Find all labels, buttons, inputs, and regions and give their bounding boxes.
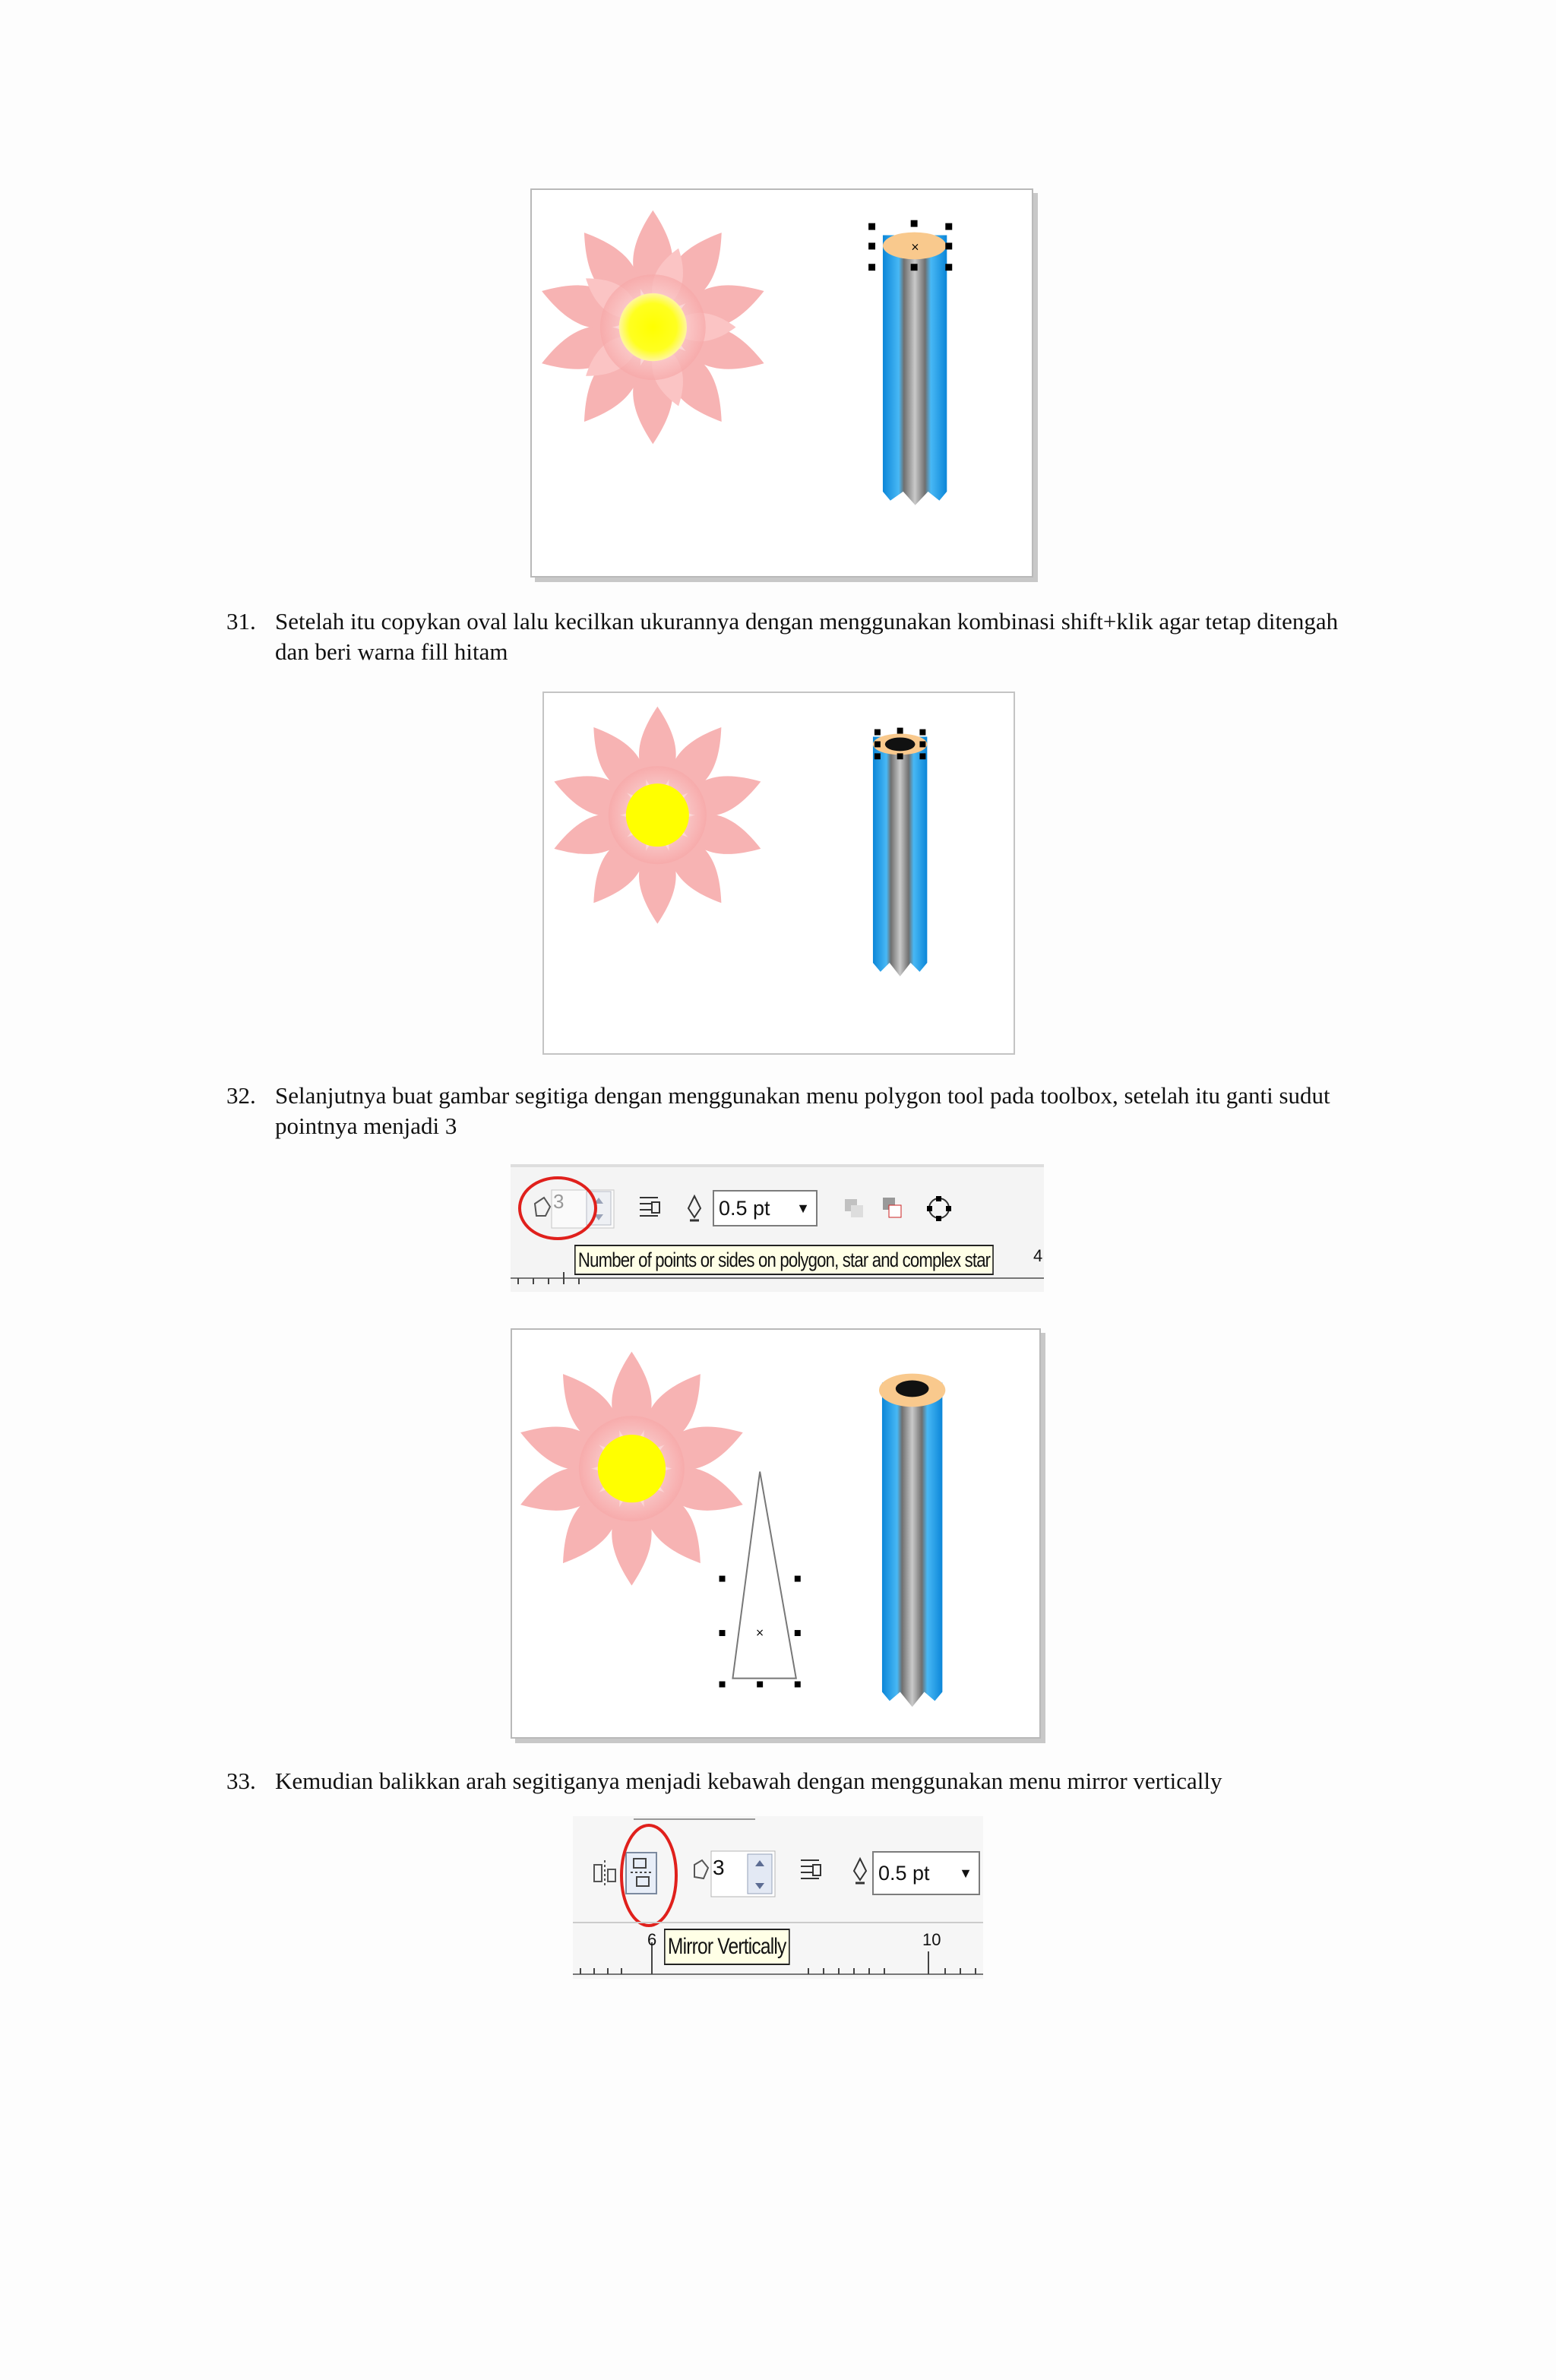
pencil-body bbox=[879, 1374, 945, 1707]
ruler-label: 10 bbox=[922, 1930, 941, 1949]
points-value[interactable]: 3 bbox=[553, 1190, 565, 1213]
canvas-flower-pencil-black-oval bbox=[544, 693, 1014, 1053]
svg-text:×: × bbox=[910, 241, 920, 254]
mirror-vertical-icon bbox=[626, 1853, 656, 1894]
convert-to-curves-icon bbox=[927, 1196, 951, 1221]
step-text: Setelah itu copykan oval lalu kecilkan ukurannya dengan menggunakan kombinasi shift+klik agar tetap ditengah dan beri warna fill hitam bbox=[275, 608, 1339, 665]
to-back-icon bbox=[883, 1198, 901, 1217]
flower-shape bbox=[549, 707, 767, 924]
pencil-body bbox=[873, 734, 927, 976]
canvas-flower-pencil-selected-cap bbox=[532, 190, 1032, 576]
outline-width-select[interactable] bbox=[713, 1190, 818, 1226]
flower-shape bbox=[514, 1352, 749, 1586]
chevron-down-icon: ▼ bbox=[959, 1866, 972, 1881]
property-bar-polygon bbox=[511, 1164, 1044, 1292]
to-front-icon bbox=[845, 1199, 863, 1217]
points-value[interactable]: 3 bbox=[713, 1856, 725, 1879]
tooltip-mirror-vertically: Mirror Vertically bbox=[664, 1929, 789, 1965]
step-number: 31. bbox=[226, 608, 256, 635]
outline-width-value: 0.5 pt bbox=[719, 1197, 770, 1220]
outline-width-value: 0.5 pt bbox=[878, 1862, 930, 1885]
step-text: Kemudian balikkan arah segitiganya menjadi kebawah dengan menggunakan menu mirror vertically bbox=[275, 1768, 1222, 1794]
illustration-step-31 bbox=[542, 692, 1015, 1055]
outline-pen-icon bbox=[854, 1859, 866, 1883]
polygon-icon bbox=[694, 1860, 708, 1878]
outline-width-select[interactable] bbox=[872, 1851, 980, 1895]
ruler-label: 6 bbox=[647, 1930, 657, 1949]
flower-shape bbox=[536, 210, 770, 445]
svg-text:×: × bbox=[755, 1626, 764, 1639]
wrap-paragraph-icon bbox=[640, 1198, 659, 1216]
triangle-shape bbox=[732, 1472, 795, 1679]
step-number: 32. bbox=[226, 1082, 256, 1109]
illustration-step-32 bbox=[511, 1328, 1041, 1739]
ruler-label: 4 bbox=[1033, 1246, 1043, 1265]
tooltip-points-sides: Number of points or sides on polygon, star and complex star bbox=[574, 1245, 994, 1275]
polygon-icon bbox=[535, 1198, 550, 1216]
illustration-step-30 bbox=[530, 188, 1033, 578]
canvas-flower-pencil-triangle bbox=[512, 1330, 1039, 1737]
step-text: Selanjutnya buat gambar segitiga dengan menggunakan menu polygon tool pada toolbox, setelah itu ganti sudut pointnya menjadi 3 bbox=[275, 1082, 1330, 1139]
mirror-horizontal-icon bbox=[594, 1860, 615, 1886]
outline-pen-icon bbox=[688, 1196, 701, 1220]
step-number: 33. bbox=[226, 1768, 256, 1794]
wrap-paragraph-icon bbox=[801, 1860, 821, 1878]
pencil-body bbox=[883, 233, 947, 505]
chevron-down-icon: ▼ bbox=[796, 1201, 810, 1216]
property-bar-mirror bbox=[573, 1816, 983, 1979]
